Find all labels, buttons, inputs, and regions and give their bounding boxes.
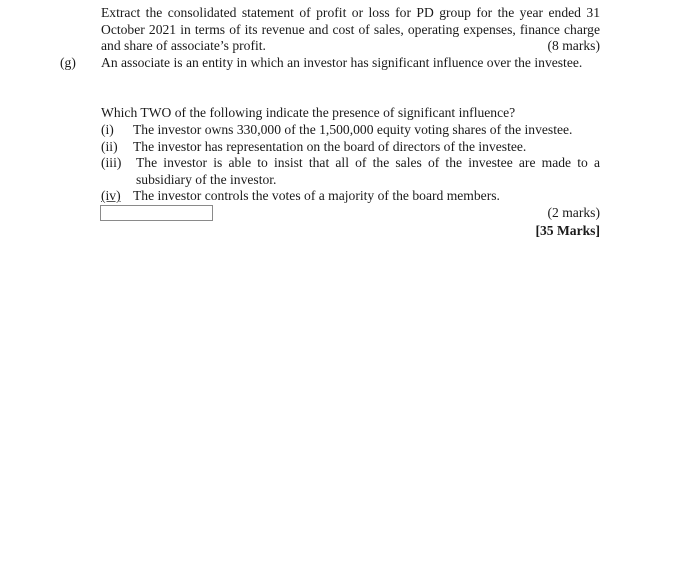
part-g-question (101, 105, 600, 122)
part-g-marks-row (101, 205, 600, 222)
part-g-intro-text: An associate is an entity in which an investor has significant influence over the investee. (101, 55, 583, 70)
total-marks: [35 Marks] (535, 223, 600, 238)
option-item-i (101, 122, 600, 139)
option-text: The investor has representation on the board of directors of the investee. (133, 138, 527, 154)
part-f-marks-row (101, 38, 600, 55)
option-text: The investor owns 330,000 of the 1,500,000 equity voting shares of the investee. (133, 122, 573, 137)
part-g-label: (g) (60, 55, 76, 70)
option-text: The investor controls the votes of a majority of the board members. (133, 188, 500, 204)
part-f-text: Extract the consolidated statement of profit or loss for PD group for the year ended 31 October 2021 in terms of its revenue and cost of sales, operating expenses, finance charge and share of associate’s profit. (101, 5, 600, 54)
option-item-iii (101, 155, 600, 188)
option-text: The investor is able to insist that all of the sales of the investee are made to a subsidiary of the investor. (136, 155, 600, 187)
option-list (101, 122, 600, 205)
total-marks-row (101, 223, 600, 240)
part-g-marks: (2 marks) (547, 205, 600, 220)
part-g-question-text: Which TWO of the following indicate the presence of significant influence? (101, 105, 516, 120)
option-number: (iii) (101, 155, 122, 171)
option-number: (i) (101, 122, 114, 137)
option-number: (ii) (101, 138, 118, 154)
option-item-iv (101, 188, 600, 205)
part-f-marks: (8 marks) (547, 38, 600, 53)
option-number: (iv) (101, 188, 121, 204)
part-g-intro (101, 55, 600, 72)
option-item-ii (101, 139, 600, 156)
